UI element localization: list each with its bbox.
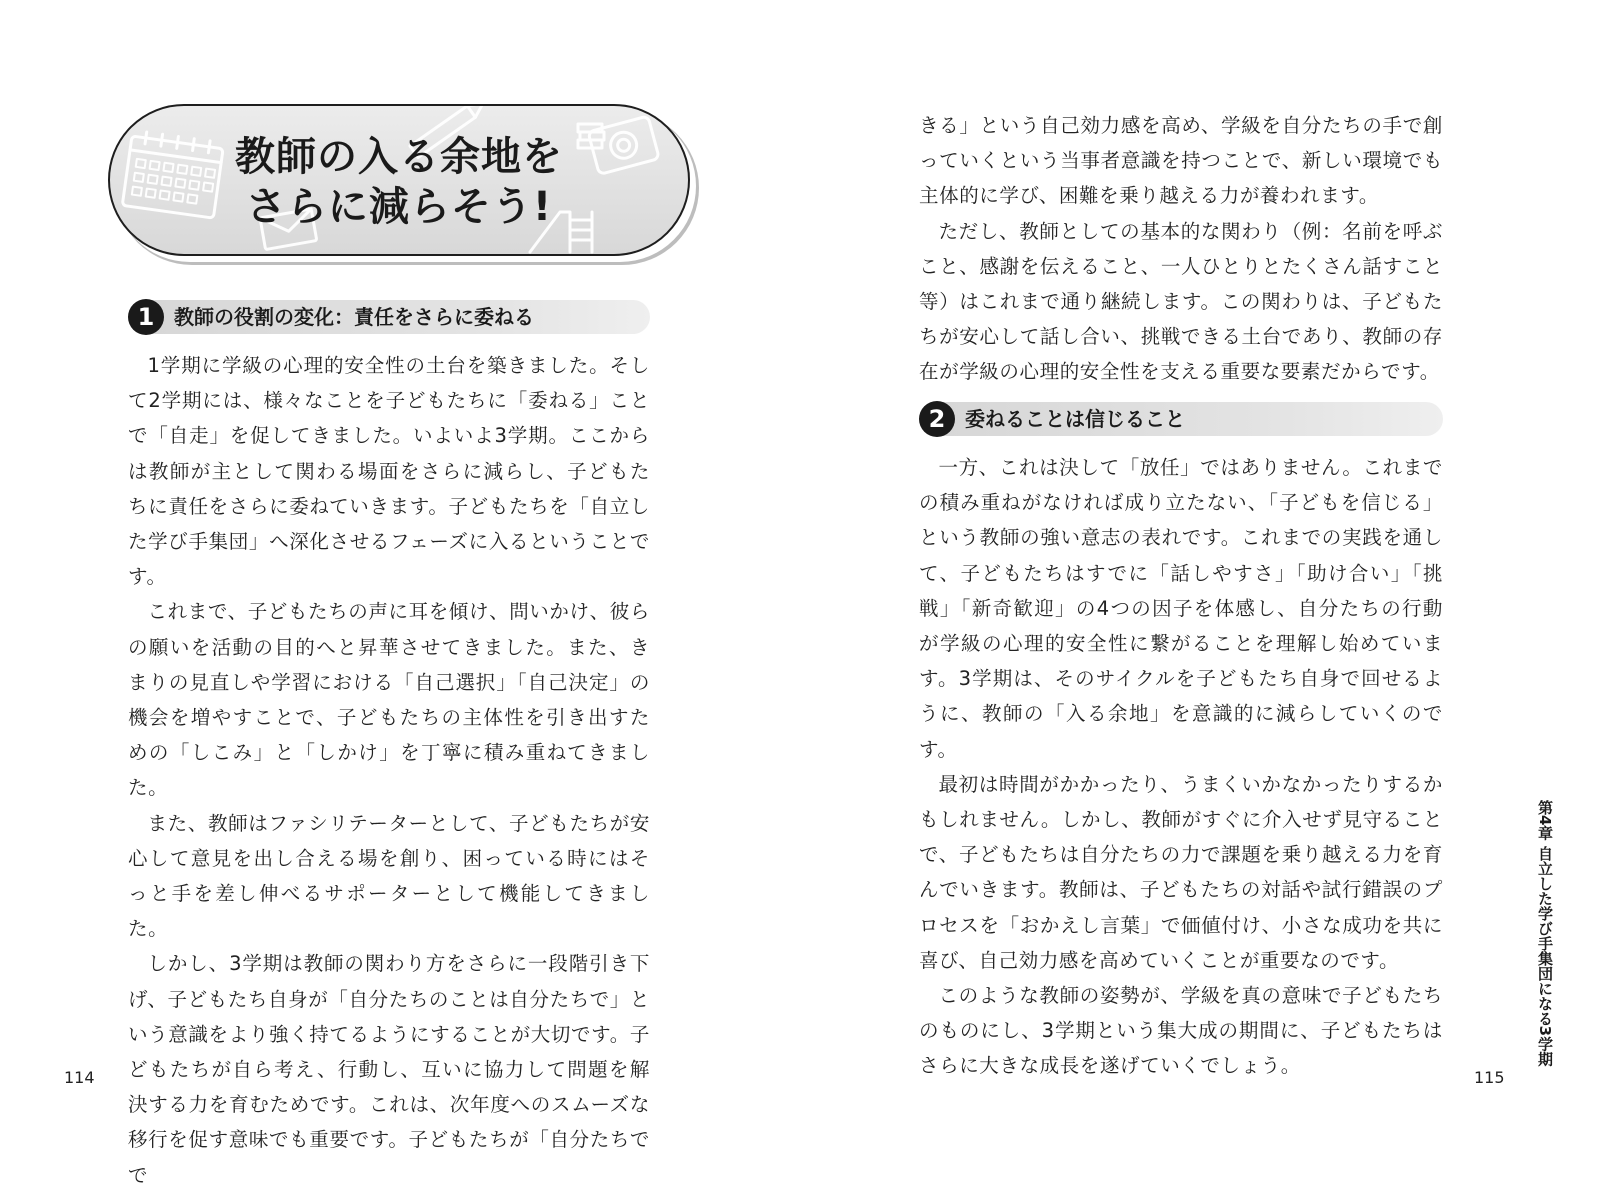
running-head: 第4章 自立した学び手集団になる3学期 <box>1536 800 1554 1067</box>
section-number-badge: 1 <box>128 299 164 335</box>
paragraph: 一方、これは決して「放任」ではありません。これまでの積み重ねがなければ成り立たない、「子どもを信じる」という教師の強い意志の表れです。これまでの実践を通して、子どもたちはすでに「話しやすさ」「助け合い」「挑戦」「新奇歓迎」の4つの因子を体感し、自分たちの行動が学級の心理的安全性に繋がることを理解し始めています。3学期は、そのサイクルを子どもたち自身で回せるように、教師の「入る余地」を意識的に減らしていくのです。 <box>919 456 1443 761</box>
chapter-title-line1: 教師の入る余地を <box>235 134 563 180</box>
paragraph: 1学期に学級の心理的安全性の土台を築きました。そして2学期には、様々なことを子どもたちに「委ねる」ことで「自走」を促してきました。いよいよ3学期。ここからは教師が主として関わる場面をさらに減らし、子どもたちに責任をさらに委ねていきます。子どもたちを「自立した学び手集団」へ深化させるフェーズに入るということです。 <box>128 354 650 589</box>
left-page <box>0 0 806 1187</box>
section-heading-2 <box>919 402 1443 436</box>
page-number: 114 <box>64 1068 95 1087</box>
chapter-title-capsule <box>108 104 690 256</box>
paragraph: また、教師はファシリテーターとして、子どもたちが安心して意見を出し合える場を創り、困っている時にはそっと手を差し伸べるサポーターとして機能してきました。 <box>128 811 650 941</box>
section-number-badge: 2 <box>919 401 955 437</box>
paragraph: このような教師の姿勢が、学級を真の意味で子どもたちのものにし、3学期という集大成の期間に、子どもたちはさらに大きな成長を遂げていくでしょう。 <box>919 984 1443 1078</box>
section-heading-text: 委ねることは信じること <box>965 407 1185 431</box>
right-body-text-top <box>919 108 1443 390</box>
section-heading-1 <box>128 300 650 334</box>
page-number: 115 <box>1474 1068 1505 1087</box>
paragraph: しかし、3学期は教師の関わり方をさらに一段階引き下げ、子どもたち自身が「自分たちのことは自分たちで」という意識をより強く持てるようにすることが大切です。子どもたちが自ら考え、行動し、互いに協力して問題を解決する力を育むためです。これは、次年度へのスムーズな移行を促す意味でも重要です。子どもたちが「自分たちでで <box>128 952 650 1187</box>
paragraph: これまで、子どもたちの声に耳を傾け、問いかけ、彼らの願いを活動の目的へと昇華させてきました。また、きまりの見直しや学習における「自己選択」「自己決定」の機会を増やすことで、子どもたちの主体性を引き出すための「しこみ」と「しかけ」を丁寧に積み重ねてきました。 <box>128 600 650 800</box>
paragraph-continuation: きる」という自己効力感を高め、学級を自分たちの手で創っていくという当事者意識を持つことで、新しい環境でも主体的に学び、困難を乗り越える力が養われます。 <box>919 114 1443 208</box>
left-body-text <box>128 348 650 1193</box>
right-page <box>806 0 1612 1166</box>
chapter-title-line2: さらに減らそう! <box>245 184 553 230</box>
chapter-title <box>110 132 688 232</box>
section-heading-text: 教師の役割の変化：責任をさらに委ねる <box>174 305 534 329</box>
right-body-text-bottom <box>919 450 1443 1084</box>
paragraph: ただし、教師としての基本的な関わり（例：名前を呼ぶこと、感謝を伝えること、一人ひとりとたくさん話すこと等）はこれまで通り継続します。この関わりは、子どもたちが安心して話し合い、挑戦できる土台であり、教師の存在が学級の心理的安全性を支える重要な要素だからです。 <box>919 219 1443 384</box>
paragraph: 最初は時間がかかったり、うまくいかなかったりするかもしれません。しかし、教師がすぐに介入せず見守ることで、子どもたちは自分たちの力で課題を乗り越える力を育んでいきます。教師は、子どもたちの対話や試行錯誤のプロセスを「おかえし言葉」で価値付け、小さな成功を共に喜び、自己効力感を高めていくことが重要なのです。 <box>919 772 1443 972</box>
